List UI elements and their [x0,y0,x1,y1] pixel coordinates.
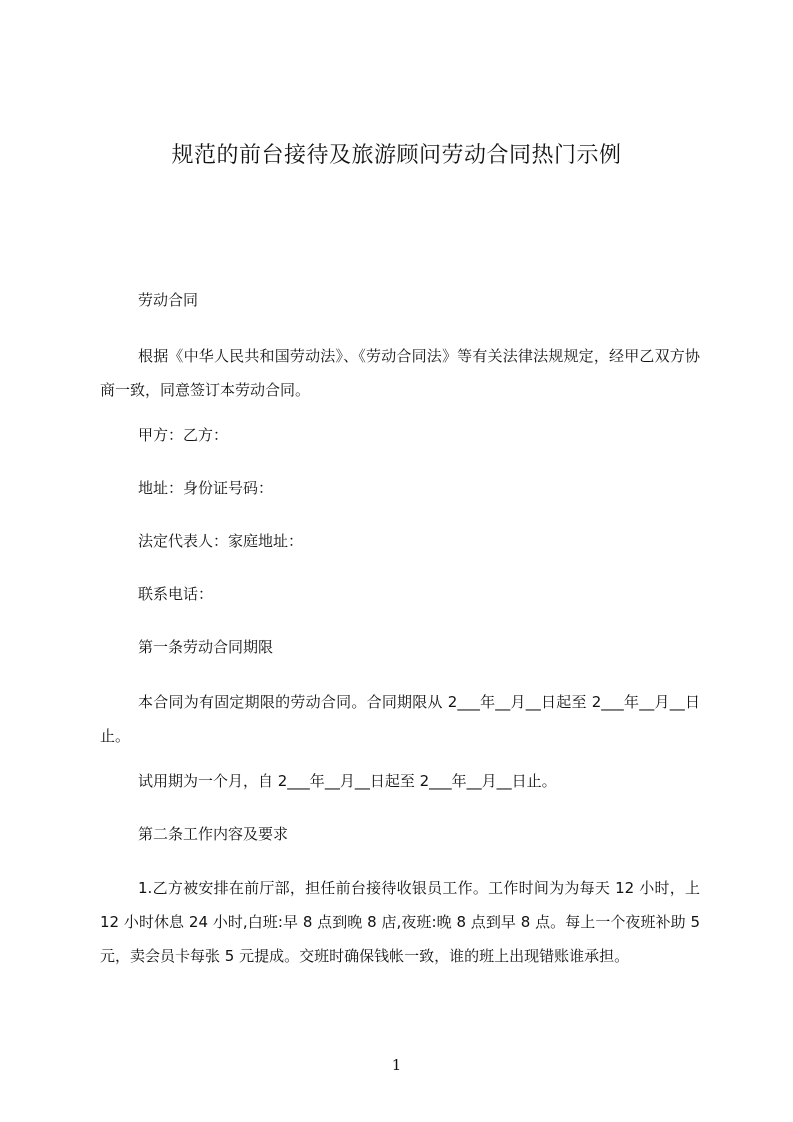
document-title: 规范的前台接待及旅游顾问劳动合同热门示例 [171,143,622,168]
paragraph-contract-heading: 劳动合同 [138,291,199,309]
paragraph-job-duties: 1.乙方被安排在前厅部，担任前台接待收银员工作。工作时间为为每天 12 小时，上 12 小时休息 24 小时,白班:早 8 点到晚 8 店,夜班:晚 8 点到早 8 点。每上一个夜班补助 5 元，卖会员卡每张 5 元提成。交班时确保钱帐一致，谁的班上出现错账谁承担。 [100,879,700,965]
paragraph-address-id: 地址：身份证号码： [138,479,274,497]
page-number: 1 [391,1056,402,1074]
paragraph-representative-home: 法定代表人：家庭地址： [138,532,304,550]
section-heading-article-2: 第二条工作内容及要求 [138,825,289,843]
paragraph-parties: 甲方：乙方： [138,426,229,444]
section-heading-article-1: 第一条劳动合同期限 [138,638,274,656]
paragraph-legal-basis: 根据《中华人民共和国劳动法》、《劳动合同法》等有关法律法规规定，经甲乙双方协商一致，同意签订本劳动合同。 [100,347,700,399]
paragraph-phone: 联系电话： [138,585,214,603]
paragraph-contract-term: 本合同为有固定期限的劳动合同。合同期限从 2___年__月__日起至 2___年__月__日止。 [100,693,700,745]
paragraph-probation: 试用期为一个月，自 2___年__月__日起至 2___年__月__日止。 [138,772,557,790]
